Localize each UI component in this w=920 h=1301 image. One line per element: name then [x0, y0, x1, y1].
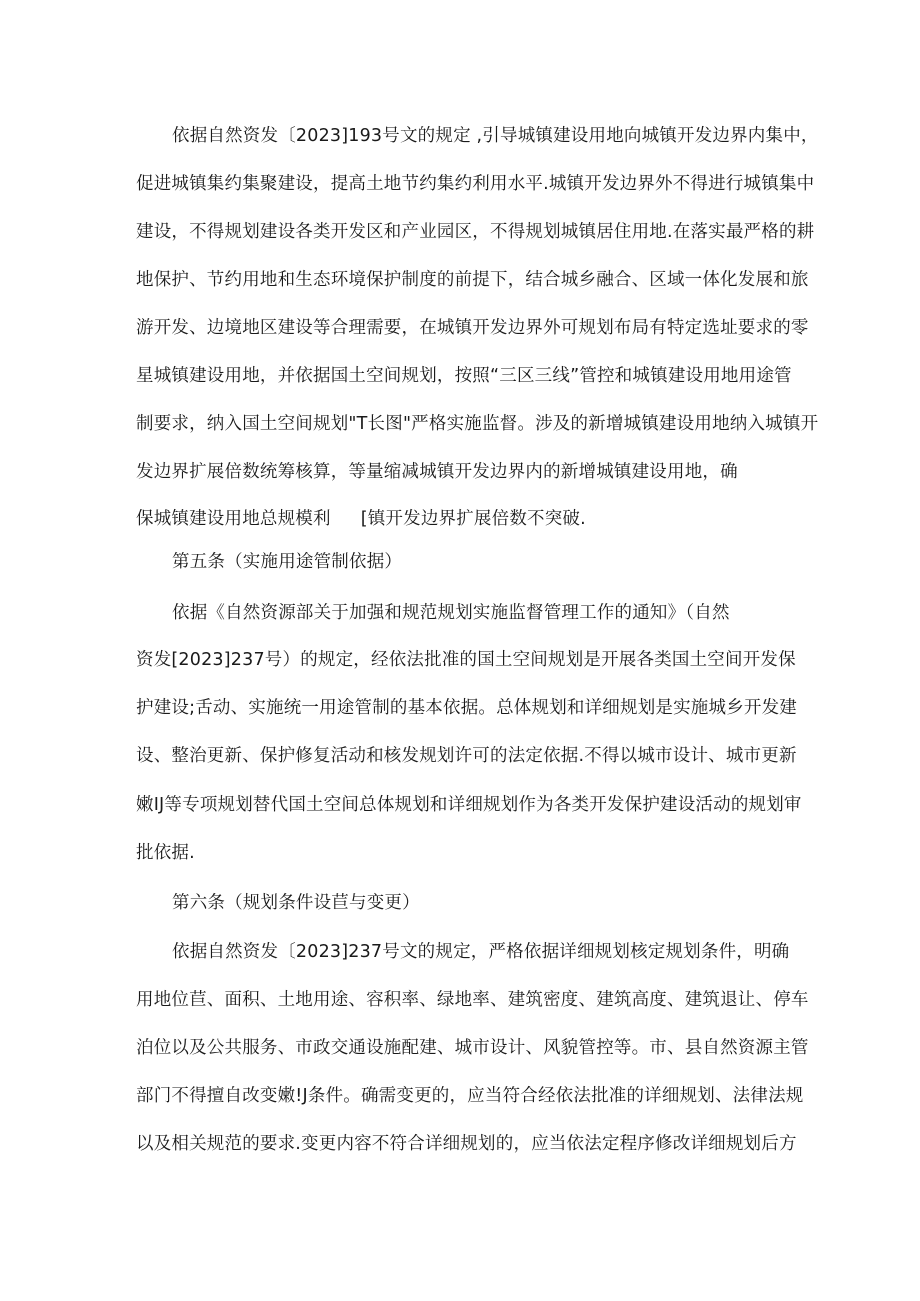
- paragraph-line: 泊位以及公共服务、市政交通设施配建、城市设计、风貌管控等。市、县自然资源主管: [136, 1038, 809, 1058]
- paragraph-line: 批依据.: [136, 843, 195, 863]
- paragraph-line: 建设，不得规划建设各类开发区和产业园区，不得规划城镇居住用地.在落实最严格的耕: [136, 222, 815, 242]
- paragraph-line: 星城镇建设用地，并依据国土空间规划，按照“三区三线”管控和城镇建设用地用途管: [136, 366, 792, 386]
- paragraph-line: 设、整治更新、保护修复活动和核发规划许可的法定依据.不得以城市设计、城市更新: [136, 746, 797, 766]
- paragraph-line: 地保护、节约用地和生态环境保护制度的前提下，结合城乡融合、区域一体化发展和旅: [136, 270, 809, 290]
- article-heading-6: 第六条（规划条件设苣与变更）: [172, 893, 420, 913]
- paragraph-line: 依据《自然资源部关于加强和规范规划实施监督管理工作的通知》（自然: [172, 603, 730, 623]
- paragraph-line: 以及相关规范的要求.变更内容不符合详细规划的，应当依法定程序修改详细规划后方: [136, 1134, 797, 1154]
- paragraph-line: 游开发、边境地区建设等合理需要，在城镇开发边界外可规划布局有特定选址要求的零: [136, 318, 809, 338]
- article-heading-5: 第五条（实施用途管制依据）: [172, 552, 403, 572]
- paragraph-line: 资发[2023]237号）的规定，经依法批准的国土空间规划是开展各类国土空间开发保: [136, 650, 796, 670]
- paragraph-line: 依据自然资发〔2023]237号文的规定，严格依据详细规划核定规划条件，明确: [172, 942, 790, 962]
- paragraph-line: 促进城镇集约集聚建设，提高土地节约集约利用水平.城镇开发边界外不得进行城镇集中: [136, 174, 815, 194]
- line-fragment: [镇开发边界扩展倍数不突破.: [360, 509, 586, 529]
- paragraph-line: 护建设;舌动、实施统一用途管制的基本依据。总体规划和详细规划是实施城乡开发建: [136, 698, 797, 718]
- paragraph-line: 用地位苣、面积、土地用途、容积率、绿地率、建筑密度、建筑高度、建筑退让、停车: [136, 990, 809, 1010]
- paragraph-line: 发边界扩展倍数统筹核算，等量缩减城镇开发边界内的新增城镇建设用地，确: [136, 462, 738, 482]
- line-fragment: 保城镇建设用地总规模利: [136, 509, 331, 529]
- paragraph-line: [136, 507, 806, 531]
- paragraph-line: 依据自然资发〔2023]193号文的规定 ,引导城镇建设用地向城镇开发边界内集中，: [172, 126, 819, 146]
- paragraph-line: 嫩IJ等专项规划替代国土空间总体规划和详细规划作为各类开发保护建设活动的规划审: [136, 795, 802, 815]
- paragraph-line: 部门不得擅自改变嫩!J条件。确需变更的，应当符合经依法批准的详细规划、法律法规: [136, 1086, 804, 1106]
- paragraph-line: 制要求，纳入国土空间规划"T长图"严格实施监督。涉及的新增城镇建设用地纳入城镇开: [136, 414, 819, 434]
